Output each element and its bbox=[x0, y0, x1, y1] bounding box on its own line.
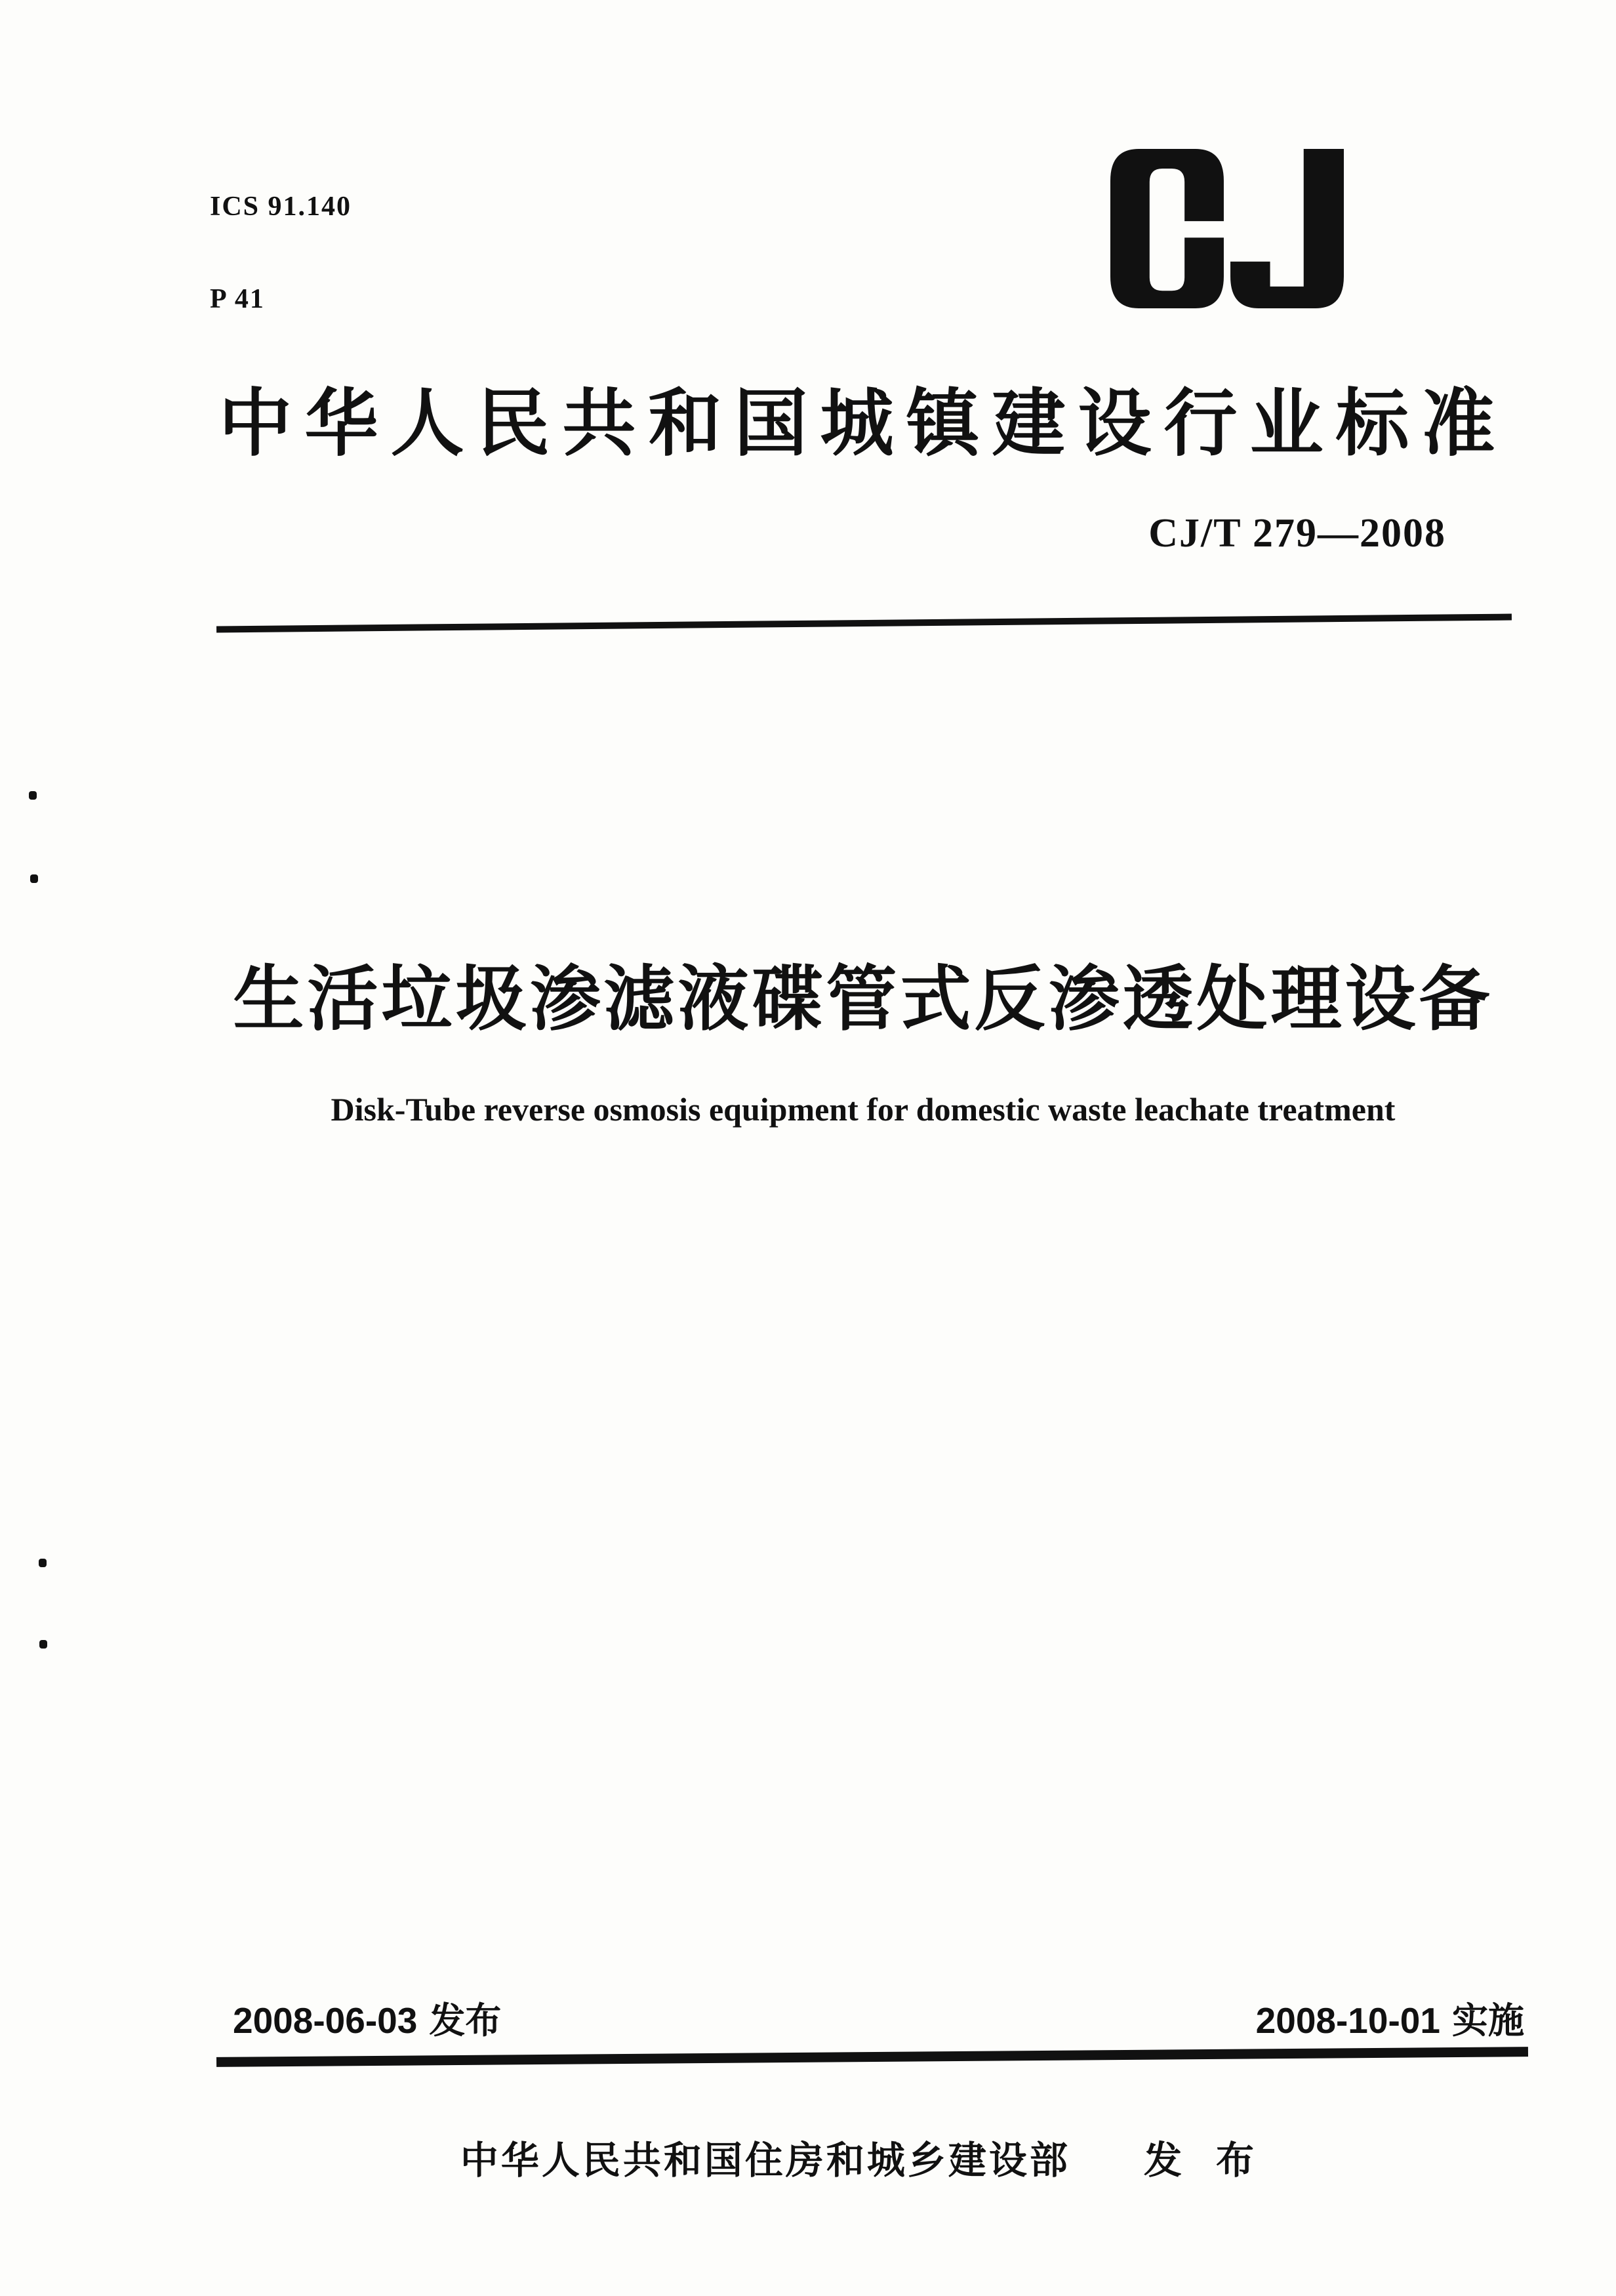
scan-speckle bbox=[29, 791, 37, 800]
scan-speckle bbox=[39, 1559, 47, 1567]
issue-date-line bbox=[233, 1992, 501, 2043]
classification-code: P 41 bbox=[210, 284, 265, 315]
standard-number: CJ/T 279—2008 bbox=[1148, 511, 1446, 556]
ics-code: ICS 91.140 bbox=[210, 192, 352, 222]
ics-code-block bbox=[210, 130, 352, 346]
issue-date: 2008-06-03 bbox=[233, 2000, 418, 2041]
release-label: 发 布 bbox=[1143, 2139, 1266, 2182]
issue-label: 发布 bbox=[429, 2000, 502, 2041]
standard-category-title: 中华人民共和国城镇建设行业标准 bbox=[218, 382, 1508, 464]
top-divider-line bbox=[216, 614, 1512, 633]
document-title-zh: 生活垃圾渗滤液碟管式反渗透处理设备 bbox=[233, 959, 1493, 1038]
implementation-date-line bbox=[1256, 1992, 1524, 2043]
publisher-row bbox=[210, 2129, 1516, 2184]
scan-speckle bbox=[30, 874, 38, 883]
publisher-name: 中华人民共和国住房和城乡建设部 bbox=[460, 2139, 1070, 2182]
implementation-date: 2008-10-01 bbox=[1255, 2000, 1440, 2041]
document-title-en: Disk-Tube reverse osmosis equipment for domestic waste leachate treatment bbox=[331, 1091, 1396, 1128]
cj-logo-icon bbox=[1110, 149, 1344, 308]
bottom-divider-line bbox=[216, 2047, 1528, 2067]
cj-logo bbox=[1110, 149, 1344, 308]
scan-speckle bbox=[39, 1640, 47, 1649]
implementation-label: 实施 bbox=[1451, 2000, 1524, 2041]
